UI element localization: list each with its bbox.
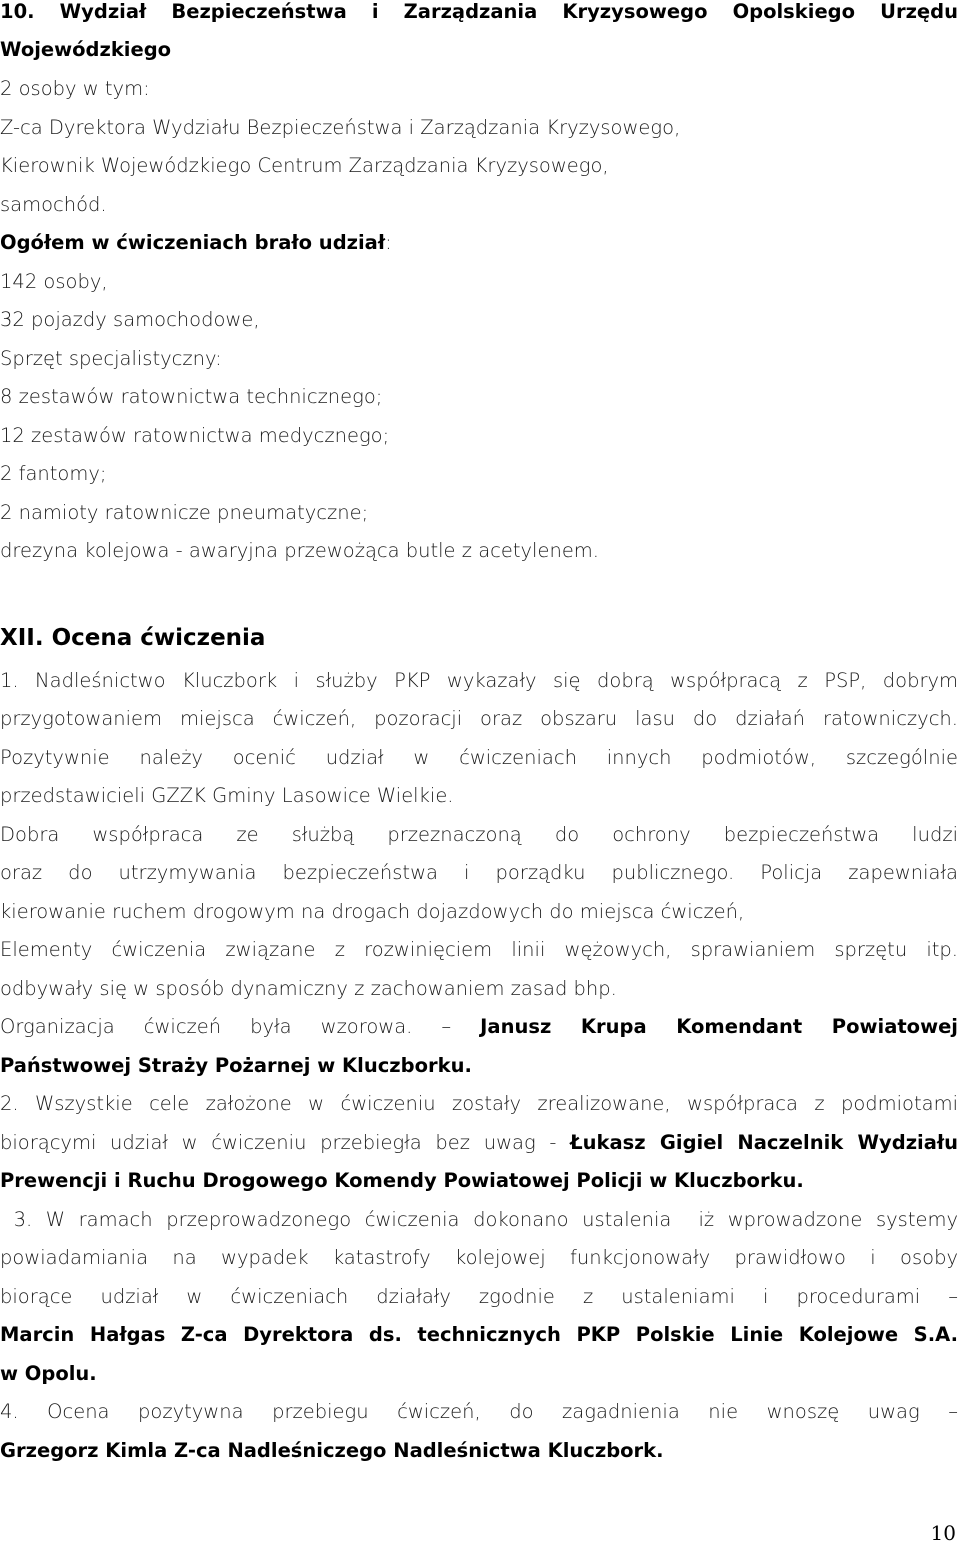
section-10-title-line-1: 10. Wydział Bezpieczeństwa i Zarządzania Kryzysowego Opolskiego Urzędu xyxy=(0,0,958,23)
summary-item: 2 namioty ratownicze pneumatyczne; xyxy=(0,501,369,524)
section-10-line: samochód. xyxy=(0,193,107,216)
assessment-2-closing-text: biorącymi udział w ćwiczeniu przebiegła bez uwag - xyxy=(0,1131,557,1154)
assessment-1-line: odbywały się w sposób dynamiczny z zachowaniem zasad bhp. xyxy=(0,977,617,1000)
summary-item: 2 fantomy; xyxy=(0,462,107,485)
assessment-3-signatory-line: w Opolu. xyxy=(0,1362,97,1385)
assessment-2-signatory: Łukasz Gigiel Naczelnik Wydziału xyxy=(570,1131,959,1154)
summary-item: drezyna kolejowa - awaryjna przewożąca butle z acetylenem. xyxy=(0,539,600,562)
assessment-1-line: przedstawicieli GZZK Gminy Lasowice Wielkie. xyxy=(0,784,454,807)
assessment-1-line: Elementy ćwiczenia związane z rozwinięciem linii wężowych, sprawianiem sprzętu itp. xyxy=(0,938,958,961)
summary-item: 8 zestawów ratownictwa technicznego; xyxy=(0,385,383,408)
assessment-2-signature-line xyxy=(0,1131,958,1155)
summary-heading-colon: : xyxy=(385,231,392,254)
summary-heading xyxy=(0,231,958,255)
assessment-1-line: Pozytywnie należy ocenić udział w ćwiczeniach innych podmiotów, szczególnie xyxy=(0,746,958,769)
summary-item: 12 zestawów ratownictwa medycznego; xyxy=(0,424,390,447)
assessment-1-line: kierowanie ruchem drogowym na drogach dojazdowych do miejsca ćwiczeń, xyxy=(0,900,745,923)
assessment-1-line: przygotowaniem miejsca ćwiczeń, pozoracji oraz obszaru lasu do działań ratowniczych. xyxy=(0,707,958,730)
section-10-line: Kierownik Wojewódzkiego Centrum Zarządzania Kryzysowego, xyxy=(0,154,609,177)
assessment-1-line: oraz do utrzymywania bezpieczeństwa i porządku publicznego. Policja zapewniała xyxy=(0,861,958,884)
section-12-heading: XII. Ocena ćwiczenia xyxy=(0,625,266,651)
section-10-line: Z-ca Dyrektora Wydziału Bezpieczeństwa i Zarządzania Kryzysowego, xyxy=(0,116,681,139)
summary-item: 142 osoby, xyxy=(0,270,108,293)
assessment-3-line: biorące udział w ćwiczeniach działały zgodnie z ustaleniami i procedurami – xyxy=(0,1285,958,1308)
page-number: 10 xyxy=(930,1521,956,1545)
assessment-4-line: 4. Ocena pozytywna przebiegu ćwiczeń, do zagadnienia nie wnoszę uwag – xyxy=(0,1400,958,1423)
assessment-1-signatory-line: Państwowej Straży Pożarnej w Kluczborku. xyxy=(0,1054,472,1077)
assessment-1-signatory: Janusz Krupa Komendant Powiatowej xyxy=(480,1015,958,1038)
summary-item: Sprzęt specjalistyczny: xyxy=(0,347,222,370)
summary-item: 32 pojazdy samochodowe, xyxy=(0,308,260,331)
assessment-3-line: 3. W ramach przeprowadzonego ćwiczenia dokonano ustalenia iż wprowadzone systemy xyxy=(0,1208,958,1231)
assessment-3-line: powiadamiania na wypadek katastrofy kolejowej funkcjonowały prawidłowo i osoby xyxy=(0,1246,958,1269)
assessment-3-signatory-line: Marcin Hałgas Z-ca Dyrektora ds. technicznych PKP Polskie Linie Kolejowe S.A. xyxy=(0,1323,958,1346)
assessment-1-line: 1. Nadleśnictwo Kluczbork i służby PKP wykazały się dobrą współpracą z PSP, dobrym xyxy=(0,669,958,692)
assessment-2-line: 2. Wszystkie cele założone w ćwiczeniu zostały zrealizowane, współpraca z podmiotami xyxy=(0,1092,958,1115)
assessment-1-signature-line xyxy=(0,1015,958,1039)
section-10-line: 2 osoby w tym: xyxy=(0,77,150,100)
summary-heading-text: Ogółem w ćwiczeniach brało udział xyxy=(0,231,386,254)
assessment-1-line: Dobra współpraca ze służbą przeznaczoną do ochrony bezpieczeństwa ludzi xyxy=(0,823,958,846)
assessment-4-signatory-line: Grzegorz Kimla Z-ca Nadleśniczego Nadleśnictwa Kluczbork. xyxy=(0,1439,664,1462)
assessment-2-signatory-line: Prewencji i Ruchu Drogowego Komendy Powiatowej Policji w Kluczborku. xyxy=(0,1169,804,1192)
assessment-1-closing-text: Organizacja ćwiczeń była wzorowa. – xyxy=(0,1015,452,1038)
section-10-title-line-2: Wojewódzkiego xyxy=(0,38,172,61)
